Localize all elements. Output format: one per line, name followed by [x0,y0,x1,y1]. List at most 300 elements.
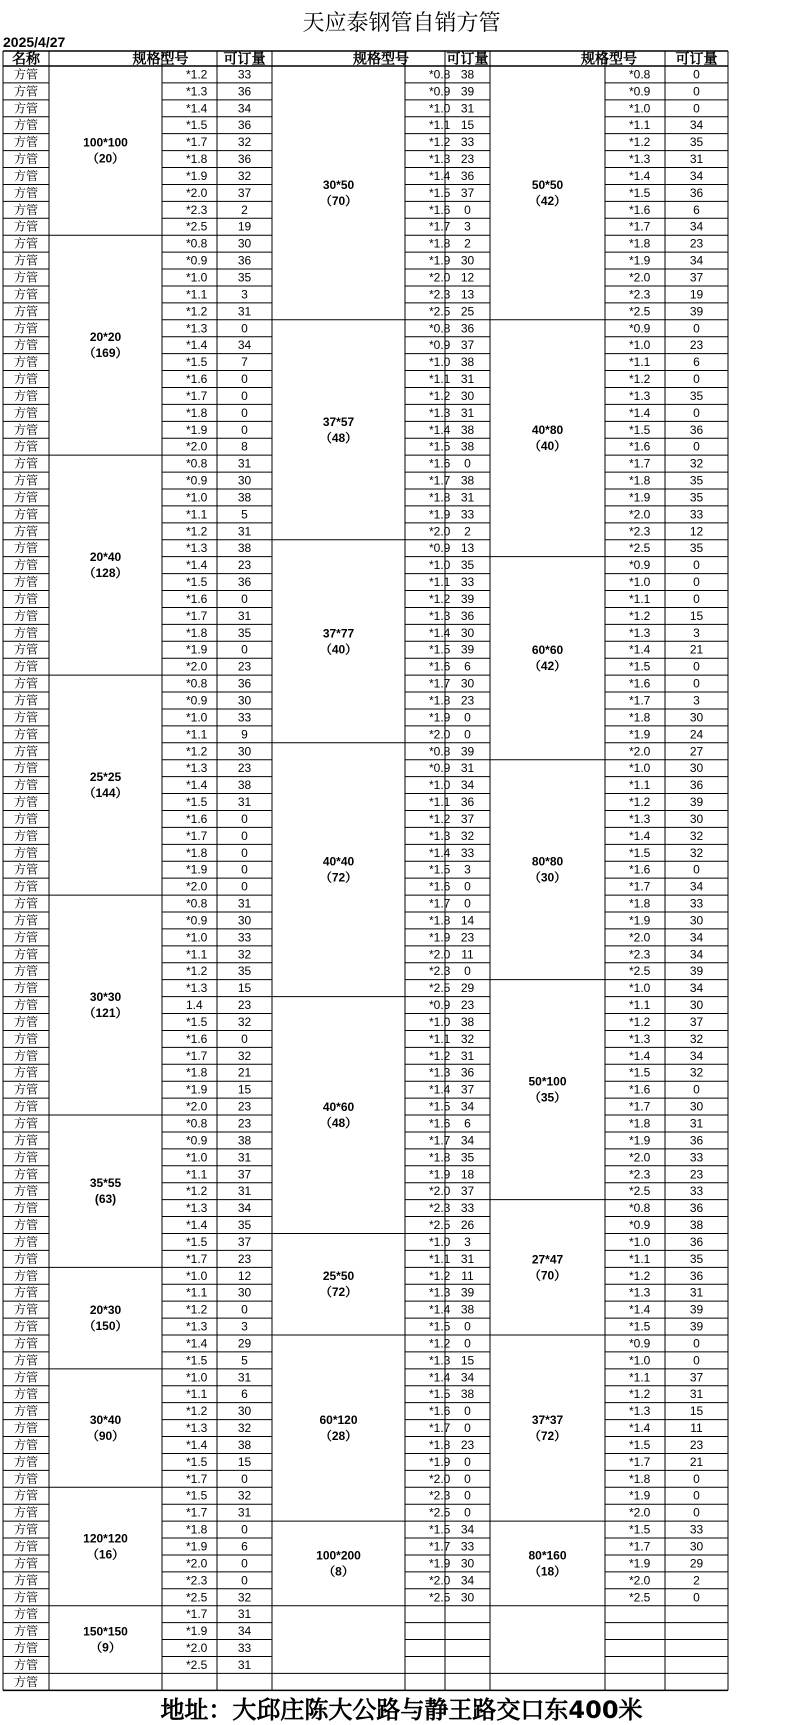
thickness-cell: *0.8 [186,456,208,471]
qty-cell: 2 [693,1573,700,1588]
qty-cell: 23 [460,998,475,1013]
qty-cell: 6 [241,1387,248,1402]
group-size: 30*30 [89,990,122,1005]
thickness-cell: *1.8 [186,625,208,640]
thickness-cell: *1.0 [429,778,451,793]
qty-cell: 31 [460,1251,475,1266]
thickness-cell: *1.6 [186,372,208,387]
thickness-cell: *1.6 [186,1031,208,1046]
qty-cell: 34 [689,253,704,268]
qty-cell: 0 [241,1302,248,1317]
thickness-cell: *1.0 [429,101,451,116]
item-name-cell: 方管 [13,1641,39,1656]
thickness-cell: *1.4 [186,778,208,793]
thickness-cell: *1.4 [186,1437,208,1452]
qty-cell: 31 [460,101,475,116]
qty-cell: 0 [464,1471,471,1486]
qty-cell: 31 [237,524,252,539]
thickness-cell: *1.3 [186,761,208,776]
qty-cell: 36 [689,185,704,200]
group-count: （72） [528,1429,567,1444]
thickness-cell: *1.1 [629,1251,651,1266]
thickness-cell: *1.3 [629,1031,651,1046]
qty-cell: 23 [237,761,252,776]
qty-cell: 34 [689,947,704,962]
thickness-cell: *1.5 [629,1522,651,1537]
page-title: 天应泰钢管自销方管 [302,11,501,36]
thickness-cell: *1.1 [186,727,208,742]
thickness-cell: *1.9 [629,490,651,505]
qty-cell: 2 [464,524,471,539]
thickness-cell: *1.0 [186,1268,208,1283]
qty-cell: 30 [460,253,475,268]
qty-cell: 0 [464,727,471,742]
qty-cell: 31 [237,1150,252,1165]
group-size: 80*160 [528,1548,567,1563]
item-name-cell: 方管 [13,1421,39,1436]
group-size: 25*25 [89,770,122,785]
thickness-cell: *1.2 [629,372,651,387]
qty-cell: 30 [237,473,252,488]
qty-cell: 33 [460,1201,475,1216]
thickness-cell: *1.3 [629,811,651,826]
thickness-cell: *1.2 [629,1268,651,1283]
thickness-cell: *1.5 [186,1488,208,1503]
thickness-cell: *1.4 [429,625,451,640]
qty-cell: 31 [237,1184,252,1199]
qty-cell: 23 [237,1251,252,1266]
thickness-cell: *1.0 [629,338,651,353]
thickness-cell: *0.9 [186,693,208,708]
thickness-cell: *1.9 [429,253,451,268]
thickness-cell: *1.1 [629,998,651,1013]
thickness-cell: *1.5 [186,575,208,590]
thickness-cell: *1.7 [186,388,208,403]
item-name-cell: 方管 [13,693,39,708]
thickness-cell: *1.5 [186,118,208,133]
qty-cell: 0 [241,828,248,843]
thickness-cell: *1.4 [186,558,208,573]
qty-cell: 6 [464,659,471,674]
thickness-cell: *1.5 [186,795,208,810]
qty-cell: 0 [693,1488,700,1503]
qty-cell: 30 [689,998,704,1013]
thickness-cell: *1.8 [186,1065,208,1080]
thickness-cell: *2.0 [186,439,208,454]
item-name-cell: 方管 [13,862,39,877]
qty-cell: 0 [241,591,248,606]
item-name-cell: 方管 [13,253,39,268]
thickness-cell: *1.1 [629,118,651,133]
item-name-cell: 方管 [13,524,39,539]
qty-cell: 0 [693,575,700,590]
thickness-cell: *1.3 [429,828,451,843]
thickness-cell: *1.6 [429,1404,451,1419]
qty-cell: 0 [464,1488,471,1503]
item-name-cell: 方管 [13,795,39,810]
qty-cell: 0 [241,372,248,387]
qty-cell: 31 [689,1285,704,1300]
qty-cell: 33 [689,1184,704,1199]
group-count: （35） [528,1090,567,1105]
thickness-cell: *1.0 [629,1234,651,1249]
thickness-cell: *1.8 [629,473,651,488]
item-name-cell: 方管 [13,591,39,606]
thickness-cell: *2.5 [629,304,651,319]
qty-cell: 31 [237,795,252,810]
qty-cell: 39 [460,591,475,606]
qty-cell: 3 [693,693,700,708]
qty-cell: 2 [464,236,471,251]
thickness-cell: *1.3 [629,152,651,167]
thickness-cell: *1.9 [186,1539,208,1554]
thickness-cell: *1.2 [629,135,651,150]
thickness-cell: *1.3 [186,541,208,556]
item-name-cell: 方管 [13,1590,39,1605]
qty-cell: 0 [464,1404,471,1419]
thickness-cell: *1.9 [186,642,208,657]
item-name-cell: 方管 [13,930,39,945]
qty-cell: 15 [237,1082,252,1097]
thickness-cell: *1.7 [186,608,208,623]
qty-cell: 0 [464,1454,471,1469]
group-size: 25*50 [322,1269,355,1284]
thickness-cell: *1.7 [429,1421,451,1436]
item-name-cell: 方管 [13,1522,39,1537]
group-size: 35*55 [89,1176,122,1191]
qty-cell: 15 [689,608,704,623]
thickness-cell: *2.5 [429,981,451,996]
thickness-cell: *2.0 [629,507,651,522]
thickness-cell: *1.2 [429,1048,451,1063]
qty-cell: 34 [689,1048,704,1063]
qty-cell: 0 [693,405,700,420]
qty-cell: 35 [689,473,704,488]
item-name-cell: 方管 [13,845,39,860]
item-name-cell: 方管 [13,761,39,776]
thickness-cell: *1.6 [629,862,651,877]
item-name-cell: 方管 [13,1387,39,1402]
item-name-cell: 方管 [13,287,39,302]
qty-cell: 33 [689,507,704,522]
qty-cell: 32 [460,1031,475,1046]
group-count: （48） [319,1116,358,1131]
thickness-cell: *1.5 [629,422,651,437]
qty-cell: 23 [237,1116,252,1131]
qty-cell: 39 [460,642,475,657]
qty-cell: 36 [689,1268,704,1283]
item-name-cell: 方管 [13,372,39,387]
qty-cell: 33 [460,135,475,150]
qty-cell: 11 [461,947,474,962]
thickness-cell: *1.0 [186,930,208,945]
qty-cell: 39 [460,744,475,759]
qty-cell: 0 [693,659,700,674]
thickness-cell: *1.0 [629,575,651,590]
qty-cell: 31 [460,490,475,505]
thickness-cell: *1.6 [429,456,451,471]
thickness-cell: *1.2 [429,1268,451,1283]
qty-cell: 34 [237,1201,252,1216]
group-count: （48） [319,430,358,445]
item-name-cell: 方管 [13,947,39,962]
qty-cell: 31 [237,896,252,911]
qty-cell: 38 [237,1437,252,1452]
thickness-cell: *1.2 [629,1387,651,1402]
group-count: （9） [90,1640,121,1655]
item-name-cell: 方管 [13,1437,39,1452]
qty-cell: 6 [693,355,700,370]
qty-cell: 0 [241,1031,248,1046]
qty-cell: 32 [460,828,475,843]
item-name-cell: 方管 [13,1556,39,1571]
group-count: （72） [319,1285,358,1300]
item-name-cell: 方管 [13,1133,39,1148]
qty-cell: 35 [237,964,252,979]
qty-cell: 32 [237,1590,252,1605]
item-name-cell: 方管 [13,558,39,573]
item-name-cell: 方管 [13,1471,39,1486]
thickness-cell: *0.8 [186,1116,208,1131]
thickness-cell: *1.6 [629,676,651,691]
qty-cell: 37 [460,185,475,200]
thickness-cell: *2.3 [629,1167,651,1182]
qty-cell: 0 [693,1353,700,1368]
group-size: 37*77 [322,626,355,641]
qty-cell: 30 [237,913,252,928]
qty-cell: 12 [237,1268,252,1283]
thickness-cell: *2.0 [429,1573,451,1588]
group-count: （42） [528,193,567,208]
qty-cell: 34 [689,118,704,133]
qty-cell: 23 [460,1437,475,1452]
qty-cell: 33 [237,930,252,945]
thickness-cell: *1.0 [629,981,651,996]
thickness-cell: *1.2 [629,795,651,810]
thickness-cell: *2.5 [429,1505,451,1520]
item-name-cell: 方管 [13,1319,39,1334]
qty-cell: 38 [460,422,475,437]
item-name-cell: 方管 [13,727,39,742]
thickness-cell: *2.0 [186,1556,208,1571]
qty-cell: 15 [460,1353,475,1368]
qty-cell: 5 [241,1353,248,1368]
thickness-cell: *1.9 [429,1454,451,1469]
qty-cell: 13 [460,287,475,302]
group-count: (63) [94,1192,117,1207]
qty-cell: 31 [237,1607,252,1622]
qty-cell: 30 [460,388,475,403]
thickness-cell: *1.3 [429,608,451,623]
thickness-cell: *1.7 [186,1251,208,1266]
thickness-cell: *1.4 [629,168,651,183]
qty-cell: 23 [237,659,252,674]
group-size: 60*120 [319,1413,358,1428]
qty-cell: 0 [241,321,248,336]
group-size: 50*50 [531,177,564,192]
group-size: 80*80 [531,854,564,869]
group-count: （121） [83,1006,128,1021]
thickness-cell: *1.5 [186,1353,208,1368]
qty-cell: 34 [460,778,475,793]
thickness-cell: *2.5 [629,541,651,556]
group-count: （144） [83,786,128,801]
thickness-cell: *0.9 [429,541,451,556]
item-name-cell: 方管 [13,896,39,911]
thickness-cell: *0.9 [429,338,451,353]
qty-cell: 29 [237,1336,252,1351]
thickness-cell: *2.0 [186,879,208,894]
thickness-cell: *1.3 [186,321,208,336]
thickness-cell: *1.1 [429,1251,451,1266]
item-name-cell: 方管 [13,1014,39,1029]
item-name-cell: 方管 [13,101,39,116]
item-name-cell: 方管 [13,1048,39,1063]
qty-cell: 36 [460,608,475,623]
item-name-cell: 方管 [13,388,39,403]
qty-cell: 37 [460,811,475,826]
qty-cell: 32 [689,1065,704,1080]
group-count: （8） [323,1564,354,1579]
item-name-cell: 方管 [13,1234,39,1249]
thickness-cell: *1.5 [629,659,651,674]
report-date: 2025/4/27 [3,34,66,50]
qty-cell: 34 [460,1522,475,1537]
qty-cell: 37 [237,1167,252,1182]
qty-cell: 2 [241,202,248,217]
thickness-cell: *1.9 [429,1167,451,1182]
item-name-cell: 方管 [13,608,39,623]
qty-cell: 11 [690,1421,703,1436]
qty-cell: 36 [689,422,704,437]
qty-cell: 31 [237,456,252,471]
qty-cell: 35 [460,1150,475,1165]
qty-cell: 34 [460,1370,475,1385]
thickness-cell: *1.1 [429,1031,451,1046]
qty-cell: 36 [237,118,252,133]
qty-cell: 0 [241,642,248,657]
qty-cell: 38 [460,67,475,82]
thickness-cell: *1.2 [186,304,208,319]
item-name-cell: 方管 [13,1150,39,1165]
qty-cell: 35 [237,1218,252,1233]
thickness-cell: *2.0 [629,744,651,759]
group-size: 60*60 [531,643,564,658]
qty-cell: 38 [237,778,252,793]
thickness-cell: *1.1 [186,507,208,522]
thickness-cell: *1.2 [429,135,451,150]
item-name-cell: 方管 [13,1268,39,1283]
thickness-cell: *1.5 [429,1522,451,1537]
thickness-cell: *1.0 [629,101,651,116]
qty-cell: 23 [689,338,704,353]
item-name-cell: 方管 [13,1251,39,1266]
item-name-cell: 方管 [13,1116,39,1131]
thickness-cell: *1.3 [629,1285,651,1300]
group-size: 100*200 [316,1548,361,1563]
group-size: 20*30 [89,1303,122,1318]
qty-cell: 6 [693,202,700,217]
qty-cell: 6 [241,1539,248,1554]
qty-cell: 35 [689,541,704,556]
group-count: （42） [528,659,567,674]
qty-cell: 38 [460,1014,475,1029]
thickness-cell: *1.8 [429,913,451,928]
thickness-cell: *1.4 [429,422,451,437]
item-name-cell: 方管 [13,168,39,183]
thickness-cell: *1.5 [629,1319,651,1334]
thickness-cell: *1.5 [186,1234,208,1249]
group-size: 20*20 [89,330,122,345]
qty-cell: 0 [693,1505,700,1520]
qty-cell: 38 [460,1387,475,1402]
thickness-cell: *1.8 [629,896,651,911]
thickness-cell: *1.3 [186,981,208,996]
thickness-cell: *0.9 [186,473,208,488]
thickness-cell: *1.5 [186,1454,208,1469]
item-name-cell: 方管 [13,338,39,353]
thickness-cell: *1.5 [429,439,451,454]
qty-cell: 30 [237,744,252,759]
thickness-cell: *0.9 [186,913,208,928]
qty-cell: 30 [689,811,704,826]
qty-cell: 24 [689,727,704,742]
qty-cell: 31 [460,372,475,387]
qty-cell: 36 [689,1133,704,1148]
item-name-cell: 方管 [13,321,39,336]
qty-cell: 21 [237,1065,252,1080]
thickness-cell: *1.5 [429,862,451,877]
qty-cell: 0 [693,1590,700,1605]
thickness-cell: *2.0 [629,270,651,285]
qty-cell: 36 [237,676,252,691]
thickness-cell: *2.3 [429,964,451,979]
thickness-cell: *0.8 [186,896,208,911]
thickness-cell: *1.4 [629,1302,651,1317]
group-count: （150） [83,1319,128,1334]
thickness-cell: *1.4 [186,338,208,353]
thickness-cell: *2.5 [629,1590,651,1605]
qty-cell: 30 [689,913,704,928]
thickness-cell: *1.6 [186,811,208,826]
qty-cell: 23 [237,1099,252,1114]
qty-cell: 38 [689,1218,704,1233]
qty-cell: 0 [464,1336,471,1351]
qty-cell: 31 [237,1505,252,1520]
qty-cell: 32 [689,456,704,471]
thickness-cell: *2.0 [629,1150,651,1165]
qty-cell: 36 [689,778,704,793]
qty-cell: 13 [460,541,475,556]
qty-cell: 34 [460,1099,475,1114]
qty-cell: 3 [464,862,471,877]
thickness-cell: *1.3 [629,625,651,640]
qty-cell: 35 [460,558,475,573]
item-name-cell: 方管 [13,84,39,99]
qty-cell: 36 [689,1201,704,1216]
thickness-cell: *2.5 [629,964,651,979]
qty-cell: 15 [460,118,475,133]
item-name-cell: 方管 [13,507,39,522]
item-name-cell: 方管 [13,118,39,133]
address: 地址：大邱庄陈大公路与静王路交口东400米 [160,1696,643,1724]
qty-cell: 23 [460,693,475,708]
item-name-cell: 方管 [13,1573,39,1588]
thickness-cell: *1.6 [629,439,651,454]
group-size: 120*120 [83,1531,128,1546]
qty-cell: 14 [460,913,475,928]
thickness-cell: *1.4 [429,1370,451,1385]
